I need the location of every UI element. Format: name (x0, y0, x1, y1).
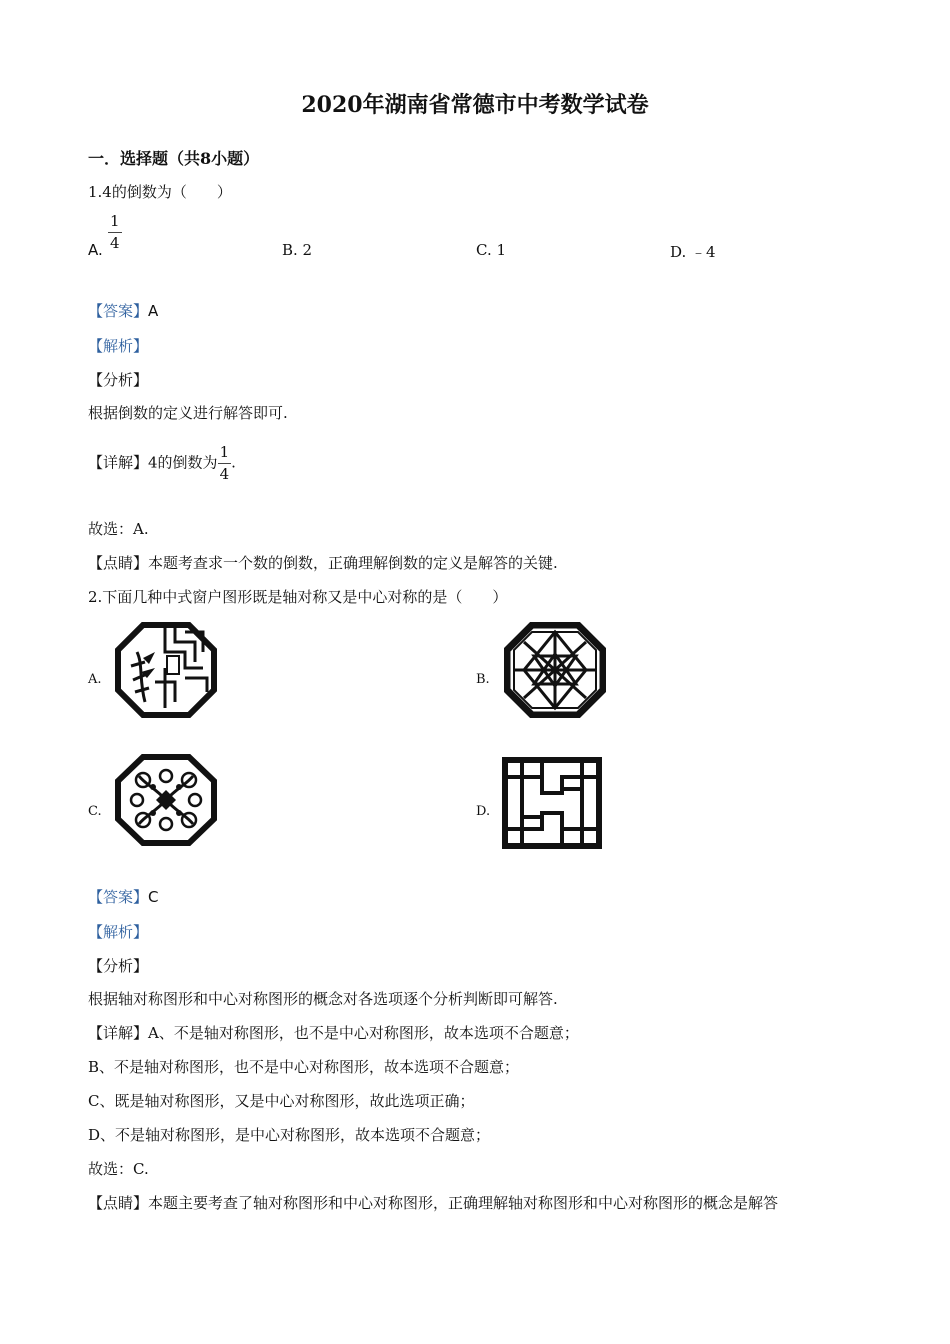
q2-jiexi-tag: 【解析】 (88, 923, 149, 941)
q1-option-a-label: A. (88, 241, 103, 259)
answer-value: A (148, 302, 159, 320)
q1-analysis: 根据倒数的定义进行解答即可. (88, 404, 288, 422)
q2-option-a-label: A. (88, 672, 102, 687)
detail-fraction (218, 445, 232, 482)
q2-comment-line (88, 1192, 778, 1213)
fraction-denominator: 4 (219, 465, 230, 483)
q2-option-c-label: C. (88, 804, 102, 819)
window-b-image (504, 622, 606, 718)
fraction-denominator: 4 (110, 234, 120, 252)
comment-tag: 【点睛】 (88, 1194, 149, 1212)
q1-jiexi-tag: 【解析】 (88, 337, 149, 355)
comment-text: 本题考查求一个数的倒数，正确理解倒数的定义是解答的关键. (148, 554, 558, 572)
q1-option-a-fraction (108, 214, 122, 251)
comment-text: 本题主要考查了轴对称图形和中心对称图形，正确理解轴对称图形和中心对称图形的概念是解答 (148, 1194, 779, 1212)
fraction-numerator: 1 (108, 214, 122, 233)
detail-text: 4的倒数为 (148, 453, 218, 472)
q2-detail-line (88, 1022, 579, 1043)
window-a-image (115, 622, 217, 718)
page-title: 2020年湖南省常德市中考数学试卷 (301, 92, 649, 118)
q2-fenxi-tag: 【分析】 (88, 957, 149, 975)
q2-option-d-label: D. (476, 804, 491, 819)
q1-option-d: D. ﹣4 (670, 243, 716, 261)
fraction-numerator: 1 (218, 445, 232, 464)
q1-choose: 故选：A. (88, 520, 149, 538)
q2-answer-line (88, 886, 159, 907)
detail-tag: 【详解】 (88, 453, 149, 472)
window-d-image (502, 757, 602, 849)
section-heading: 一．选择题（共8小题） (88, 149, 260, 168)
q2-detail-c: C、既是轴对称图形，又是中心对称图形，故此选项正确； (88, 1092, 475, 1110)
q2-choose: 故选：C. (88, 1160, 149, 1178)
q1-fenxi-tag: 【分析】 (88, 371, 149, 389)
answer-tag: 【答案】 (88, 302, 149, 320)
answer-value: C (148, 888, 159, 906)
q2-analysis: 根据轴对称图形和中心对称图形的概念对各选项逐个分析判断即可解答. (88, 990, 558, 1008)
q2-option-b-label: B. (476, 672, 490, 687)
q2-detail-d: D、不是轴对称图形，是中心对称图形，故本选项不合题意； (88, 1126, 491, 1144)
window-c-image (115, 754, 217, 846)
detail-tag: 【详解】 (88, 1024, 149, 1042)
q1-comment-line (88, 552, 558, 573)
q2-detail-b: B、不是轴对称图形，也不是中心对称图形，故本选项不合题意； (88, 1058, 520, 1076)
q1-answer-line (88, 300, 158, 321)
q2-stem: 2.下面几种中式窗户图形既是轴对称又是中心对称的是（ ） (88, 588, 508, 606)
q1-detail-line (88, 445, 236, 482)
q1-stem: 1.4的倒数为（ ） (88, 183, 232, 201)
q1-option-b: B. 2 (282, 241, 313, 259)
q1-option-c: C. 1 (476, 241, 507, 259)
detail-period: . (231, 453, 236, 472)
comment-tag: 【点睛】 (88, 554, 149, 572)
detail-a: A、不是轴对称图形，也不是中心对称图形，故本选项不合题意； (148, 1024, 579, 1042)
answer-tag: 【答案】 (88, 888, 149, 906)
